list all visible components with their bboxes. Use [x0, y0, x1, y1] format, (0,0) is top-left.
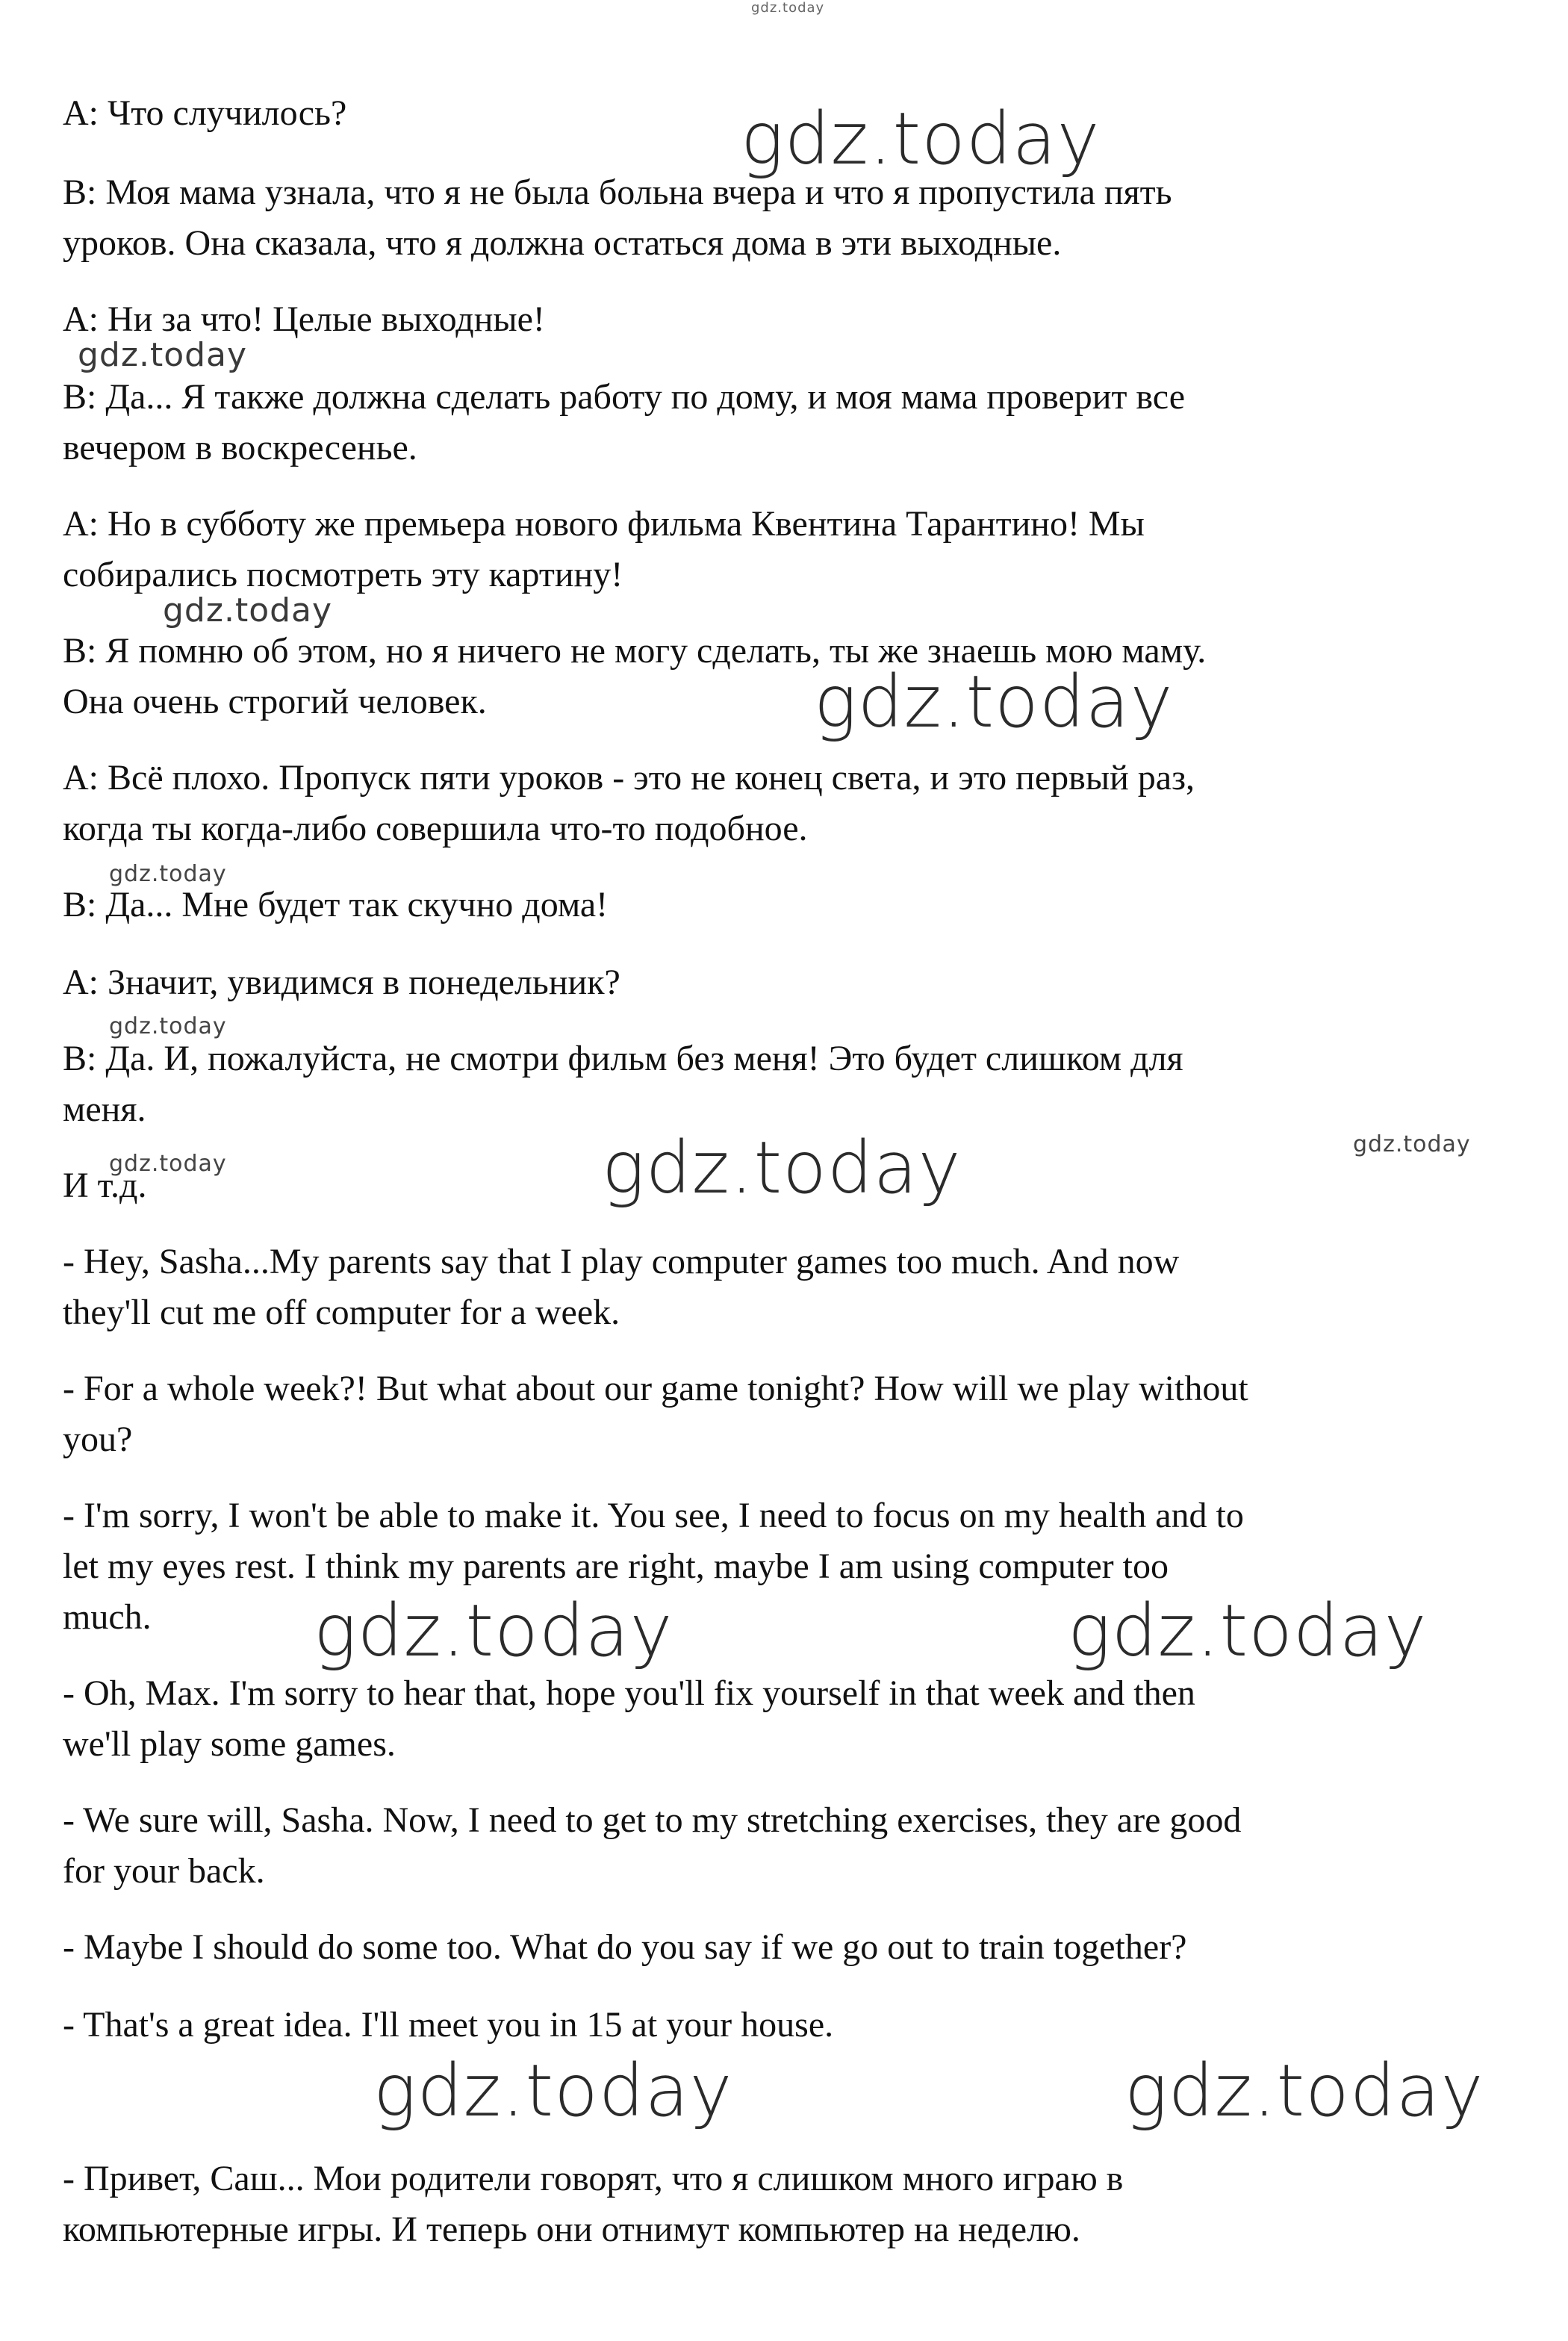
- dialogue-line: B: Моя мама узнала, что я не была больна вчера и что я пропустила пять уроков. Она сказала, что я должна остаться дома в эти выходные.: [63, 172, 1172, 263]
- watermark: gdz.today: [1068, 1589, 1428, 1673]
- watermark: gdz.today: [602, 1126, 962, 1210]
- watermark: gdz.today: [1353, 1131, 1471, 1157]
- watermark: gdz.today: [109, 1151, 227, 1177]
- watermark: gdz.today: [109, 1013, 227, 1039]
- dialogue-line: B: Да. И, пожалуйста, не смотри фильм без меня! Это будет слишком для меня.: [63, 1039, 1183, 1129]
- watermark: gdz.today: [109, 861, 227, 887]
- watermark: gdz.today: [1124, 2049, 1484, 2133]
- watermark: gdz.today: [741, 97, 1101, 181]
- dialogue-line: - Oh, Max. I'm sorry to hear that, hope you'll fix yourself in that week and then we'll play some games.: [63, 1673, 1195, 1764]
- dialogue-line: - Привет, Саш... Мои родители говорят, что я слишком много играю в компьютерные игры. И теперь они отнимут компьютер на неделю.: [63, 2159, 1124, 2249]
- dialogue-line: B: Да... Я также должна сделать работу по дому, и моя мама проверит все вечером в воскресенье.: [63, 377, 1185, 467]
- dialogue-line: И т.д.: [63, 1166, 147, 1205]
- watermark: gdz.today: [78, 336, 248, 374]
- watermark: gdz.today: [314, 1589, 673, 1673]
- watermark: gdz.today: [163, 591, 333, 629]
- watermark: gdz.today: [751, 0, 825, 16]
- dialogue-line: - I'm sorry, I won't be able to make it. You see, I need to focus on my health and to let my eyes rest. I think my parents are right, maybe I am using computer too much.: [63, 1496, 1244, 1637]
- dialogue-line: - For a whole week?! But what about our game tonight? How will we play without you?: [63, 1369, 1248, 1459]
- dialogue-line: A: Но в субботу же премьера нового фильма Квентина Тарантино! Мы собирались посмотреть эту картину!: [63, 504, 1145, 594]
- dialogue-line: - Maybe I should do some too. What do you say if we go out to train together?: [63, 1927, 1187, 1967]
- dialogue-line: B: Да... Мне будет так скучно дома!: [63, 885, 609, 924]
- dialogue-line: A: Что случилось?: [63, 93, 347, 133]
- dialogue-line: A: Всё плохо. Пропуск пяти уроков - это не конец света, и это первый раз, когда ты когда-либо совершила что-то подобное.: [63, 758, 1195, 848]
- dialogue-line: - Hey, Sasha...My parents say that I play computer games too much. And now they'll cut me off computer for a week.: [63, 1242, 1180, 1332]
- dialogue-line: A: Значит, увидимся в понедельник?: [63, 963, 620, 1002]
- dialogue-line: B: Я помню об этом, но я ничего не могу сделать, ты же знаешь мою маму. Она очень строгий человек.: [63, 631, 1207, 721]
- watermark: gdz.today: [814, 660, 1174, 744]
- dialogue-line: A: Ни за что! Целые выходные!: [63, 299, 545, 339]
- dialogue-line: - That's a great idea. I'll meet you in 15 at your house.: [63, 2005, 834, 2045]
- watermark: gdz.today: [373, 2049, 733, 2133]
- dialogue-line: - We sure will, Sasha. Now, I need to get to my stretching exercises, they are good for your back.: [63, 1800, 1242, 1891]
